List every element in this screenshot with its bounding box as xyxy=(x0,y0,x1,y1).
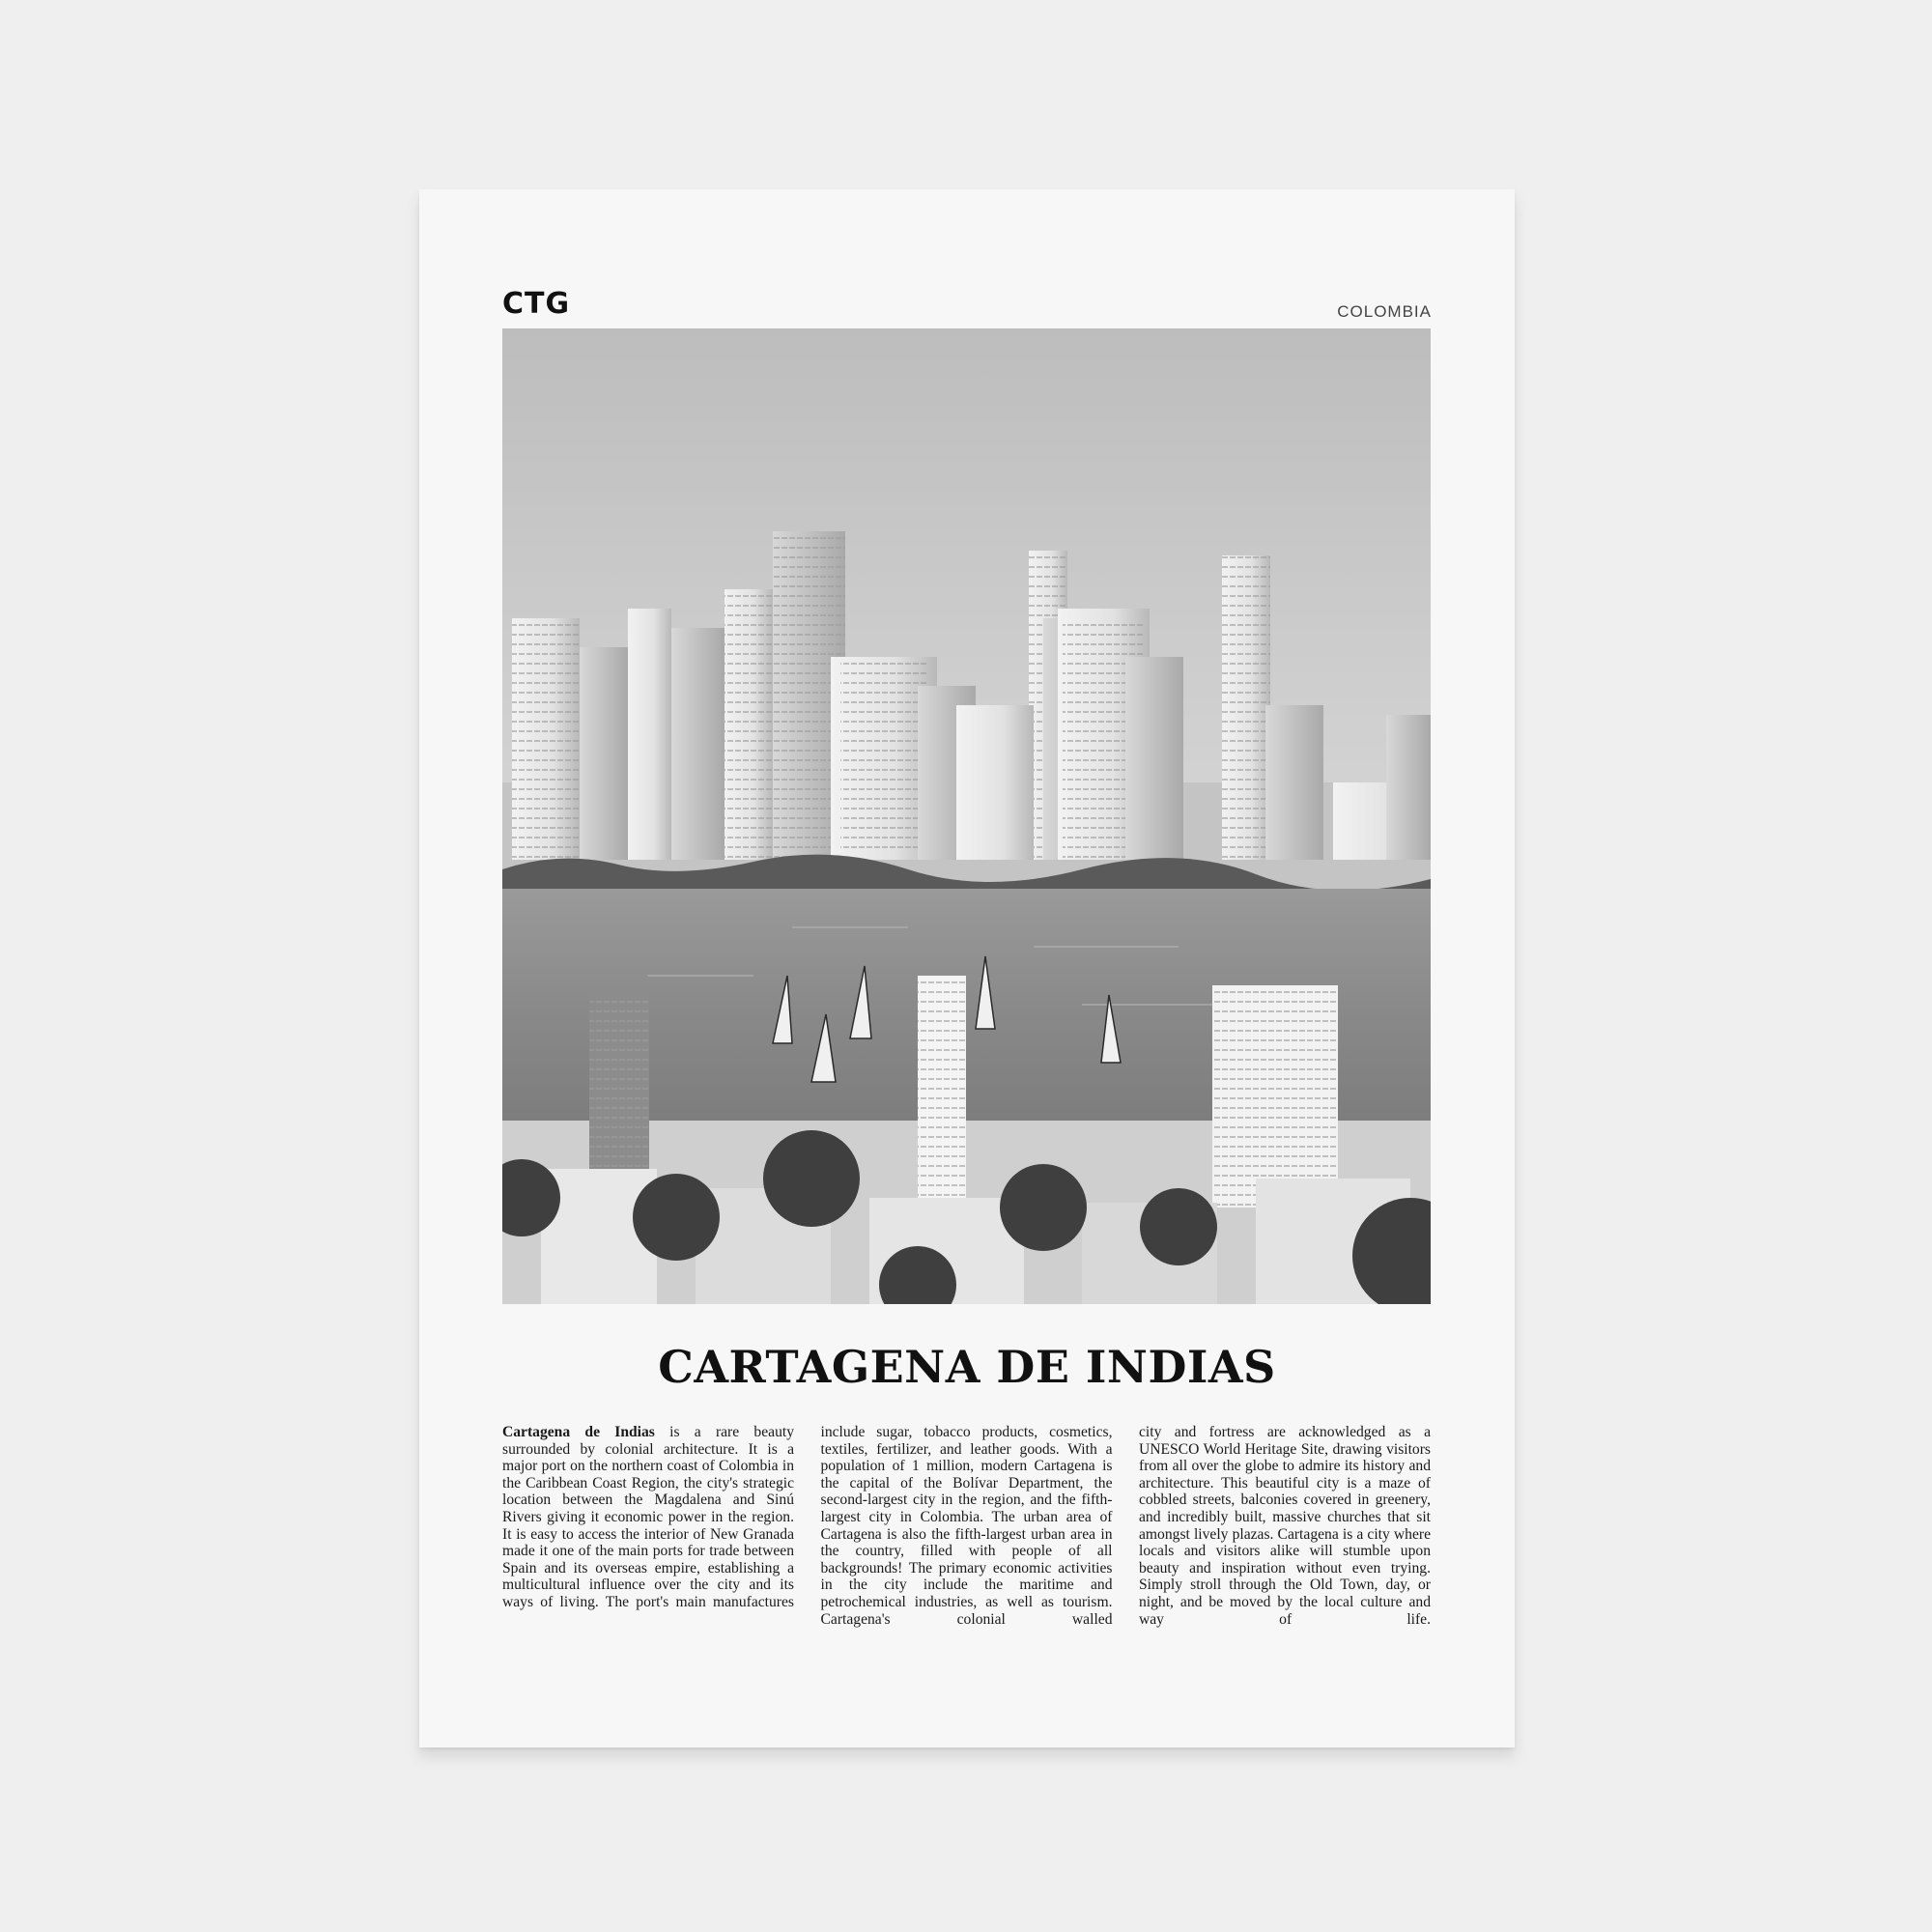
poster xyxy=(419,189,1515,1747)
description-column xyxy=(1139,1424,1431,1628)
description-text: is a rare beauty surrounded by colonial architecture. It is a major port on the northern coast of Colombia in the Caribbean Coast Region, the city's strategic location between the Magdalena and Sinú Rivers giving it economic power in the region. It is easy to access the interior of New Granada made it one of the main ports for trade between Spain and its overseas empire, establishing a multicultural influence over the city and its ways of living. The port's main manufactures xyxy=(502,1424,794,1610)
description-column xyxy=(821,1424,1113,1628)
description-text: city and fortress are acknowledged as a UNESCO World Heritage Site, drawing visitors from all over the globe to admire its history and architecture. This beautiful city is a maze of cobbled streets, balconies covered in greenery, and incredibly built, massive churches that sit amongst lively plazas. Cartagena is a city where locals and visitors alike will stumble upon beauty and inspiration without even trying. Simply stroll through the Old Town, day, or night, and be moved by the local culture and way of life. xyxy=(1139,1424,1431,1628)
skyline-photo xyxy=(502,328,1431,1304)
description-column xyxy=(502,1424,794,1628)
description-text: include sugar, tobacco products, cosmetics, textiles, fertilizer, and leather goods. With a population of 1 million, modern Cartagena is the capital of the Bolívar Department, the second-largest city in the region, and the fifth-largest city in Colombia. The urban area of Cartagena is also the fifth-largest urban area in the country, filled with people of all backgrounds! The primary economic activities in the city include the maritime and petrochemical industries, as well as tourism. Cartagena's colonial walled xyxy=(820,1424,1113,1628)
description-columns xyxy=(502,1424,1431,1628)
country-label: COLOMBIA xyxy=(1337,302,1432,321)
city-code: CTG xyxy=(502,287,571,321)
skyline-photo-icon xyxy=(502,328,1431,1304)
description-lead: Cartagena de Indias xyxy=(502,1424,655,1440)
poster-title: CARTAGENA DE INDIAS xyxy=(658,1341,1276,1393)
